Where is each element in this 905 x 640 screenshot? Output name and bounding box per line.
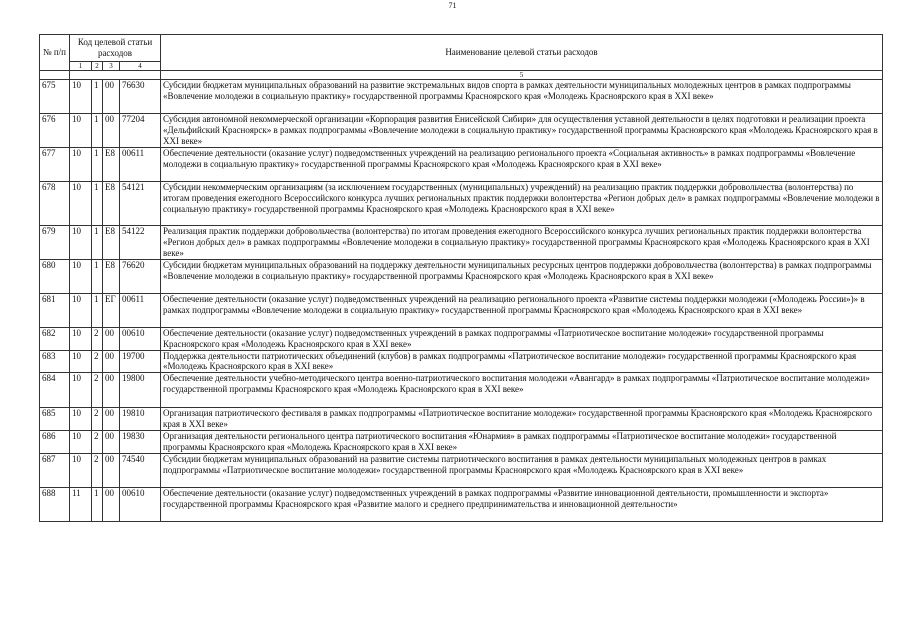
code-part-3: 00 xyxy=(103,454,120,488)
item-name: Субсидии бюджетам муниципальных образований на поддержку деятельности муниципальных ресурсных центров поддержки добровольчества (волонтерства) в рамках подпрограммы «Вовлечение молодежи в социальную практику» государственной программы Красноярского края «Молодежь Красноярского края в XXI веке» xyxy=(161,260,883,294)
code-part-2: 2 xyxy=(92,373,103,408)
code-part-3: 00 xyxy=(103,328,120,351)
item-name: Субсидия автономной некоммерческой организации «Корпорация развития Енисейской Сибири» для осуществления уставной деятельности в целях подготовки и реализации проекта «Дельфийский Красноярск» в рамках подпрограммы «Вовлечение молодежи в социальную практику» государственной программы Красноярского края «Молодежь Красноярского края в XXI веке» xyxy=(161,114,883,148)
header-num: № п/п xyxy=(40,35,70,71)
code-part-1: 10 xyxy=(70,431,92,454)
code-part-4: 00611 xyxy=(120,148,161,182)
header-index-3: 3 xyxy=(103,62,120,71)
row-number: 680 xyxy=(40,260,70,294)
table-row xyxy=(40,408,883,431)
table-row xyxy=(40,114,883,148)
table-row xyxy=(40,260,883,294)
code-part-4: 76620 xyxy=(120,260,161,294)
header-row xyxy=(40,35,883,62)
header-index-blank xyxy=(40,71,70,80)
code-part-1: 10 xyxy=(70,260,92,294)
code-part-2: 1 xyxy=(92,294,103,328)
code-part-1: 10 xyxy=(70,182,92,226)
table-row xyxy=(40,226,883,260)
header-code: Код целевой статьи расходов xyxy=(70,35,161,62)
code-part-1: 10 xyxy=(70,350,92,373)
code-part-3: 00 xyxy=(103,80,120,114)
code-part-3: E8 xyxy=(103,260,120,294)
code-part-2: 1 xyxy=(92,488,103,522)
row-number: 687 xyxy=(40,454,70,488)
item-name: Обеспечение деятельности (оказание услуг) подведомственных учреждений на реализацию регионального проекта «Развитие системы поддержки молодежи («Молодежь России»)» в рамках подпрограммы «Вовлечение молодежи в социальную практику» государственной программы Красноярского края «Молодежь Красноярского края в XXI веке» xyxy=(161,294,883,328)
item-name: Субсидии бюджетам муниципальных образований на развитие системы патриотического воспитания в рамках деятельности муниципальных молодежных центров в рамках подпрограммы «Патриотическое воспитание молодежи» государственной программы Красноярского края «Молодежь Красноярского края в XXI веке» xyxy=(161,454,883,488)
header-index-5: 5 xyxy=(161,71,883,80)
code-part-1: 10 xyxy=(70,328,92,351)
table-row xyxy=(40,488,883,522)
row-number: 685 xyxy=(40,408,70,431)
code-part-1: 10 xyxy=(70,226,92,260)
item-name: Обеспечение деятельности (оказание услуг) подведомственных учреждений в рамках подпрограммы «Развитие инновационной деятельности, промышленности и экспорта» государственной программы Красноярского края «Развитие малого и среднего предпринимательства и инновационной деятельности» xyxy=(161,488,883,522)
code-part-4: 54121 xyxy=(120,182,161,226)
row-number: 682 xyxy=(40,328,70,351)
code-part-1: 10 xyxy=(70,373,92,408)
item-name: Поддержка деятельности патриотических объединений (клубов) в рамках подпрограммы «Патриотическое воспитание молодежи» государственной программы Красноярского края «Молодежь Красноярского края в XXI веке» xyxy=(161,350,883,373)
header-name: Наименование целевой статьи расходов xyxy=(161,35,883,71)
table-row xyxy=(40,182,883,226)
table-row xyxy=(40,148,883,182)
row-number: 678 xyxy=(40,182,70,226)
row-number: 677 xyxy=(40,148,70,182)
code-part-3: 00 xyxy=(103,373,120,408)
code-part-4: 19810 xyxy=(120,408,161,431)
page-number: 71 xyxy=(448,1,457,10)
code-part-2: 1 xyxy=(92,80,103,114)
code-part-2: 2 xyxy=(92,328,103,351)
code-part-3: E8 xyxy=(103,226,120,260)
table-row xyxy=(40,431,883,454)
code-part-2: 2 xyxy=(92,431,103,454)
header-index-1: 1 xyxy=(70,62,92,71)
table-row xyxy=(40,373,883,408)
table-body xyxy=(40,80,883,522)
code-part-3: E8 xyxy=(103,182,120,226)
code-part-2: 2 xyxy=(92,454,103,488)
code-part-4: 19830 xyxy=(120,431,161,454)
target-items-table xyxy=(39,34,883,522)
row-number: 676 xyxy=(40,114,70,148)
code-part-3: EГ xyxy=(103,294,120,328)
item-name: Обеспечение деятельности (оказание услуг) подведомственных учреждений в рамках подпрограммы «Патриотическое воспитание молодежи» государственной программы Красноярского края «Молодежь Красноярского края в XXI веке» xyxy=(161,328,883,351)
row-number: 679 xyxy=(40,226,70,260)
item-name: Организация патриотического фестиваля в рамках подпрограммы «Патриотическое воспитание молодежи» государственной программы Красноярского края «Молодежь Красноярского края в XXI веке» xyxy=(161,408,883,431)
header-index-2: 2 xyxy=(92,62,103,71)
code-part-2: 1 xyxy=(92,114,103,148)
item-name: Организация деятельности регионального центра патриотического воспитания «Юнармия» в рамках подпрограммы «Патриотическое воспитание молодежи» государственной программы Красноярского края «Молодежь Красноярского края в XXI веке» xyxy=(161,431,883,454)
table-row xyxy=(40,350,883,373)
table-row xyxy=(40,294,883,328)
header-index-blank-code xyxy=(70,71,161,80)
row-number: 681 xyxy=(40,294,70,328)
code-part-3: 00 xyxy=(103,350,120,373)
code-part-2: 2 xyxy=(92,408,103,431)
code-part-2: 1 xyxy=(92,226,103,260)
row-number: 684 xyxy=(40,373,70,408)
table-row xyxy=(40,454,883,488)
code-part-4: 00610 xyxy=(120,328,161,351)
code-part-4: 77204 xyxy=(120,114,161,148)
code-part-3: E8 xyxy=(103,148,120,182)
code-part-2: 2 xyxy=(92,350,103,373)
table-row xyxy=(40,328,883,351)
code-part-1: 10 xyxy=(70,80,92,114)
code-part-3: 00 xyxy=(103,488,120,522)
code-part-4: 76630 xyxy=(120,80,161,114)
row-number: 675 xyxy=(40,80,70,114)
code-part-4: 74540 xyxy=(120,454,161,488)
item-name: Субсидии некоммерческим организациям (за исключением государственных (муниципальных) учреждений) на реализацию практик поддержки добровольчества (волонтерства) по итогам проведения ежегодного Всероссийского конкурса лучших региональных практик поддержки волонтерства «Регион добрых дел» в рамках подпрограммы «Вовлечение молодежи в социальную практику» государственной программы Красноярского края «Молодежь Красноярского края в XXI веке» xyxy=(161,182,883,226)
item-name: Обеспечение деятельности учебно-методического центра военно-патриотического воспитания молодежи «Авангард» в рамках подпрограммы «Патриотическое воспитание молодежи» государственной программы Красноярского края «Молодежь Красноярского края в XXI веке» xyxy=(161,373,883,408)
item-name: Реализация практик поддержки добровольчества (волонтерства) по итогам проведения ежегодного Всероссийского конкурса лучших региональных практик поддержки волонтерства «Регион добрых дел» в рамках подпрограммы «Вовлечение молодежи в социальную практику» государственной программы Красноярского края «Молодежь Красноярского края в XXI веке» xyxy=(161,226,883,260)
row-number: 683 xyxy=(40,350,70,373)
code-part-1: 10 xyxy=(70,294,92,328)
code-part-3: 00 xyxy=(103,114,120,148)
code-part-2: 1 xyxy=(92,182,103,226)
header-index-name-row xyxy=(40,71,883,80)
code-part-1: 10 xyxy=(70,114,92,148)
code-part-3: 00 xyxy=(103,408,120,431)
code-part-1: 10 xyxy=(70,148,92,182)
row-number: 686 xyxy=(40,431,70,454)
code-part-4: 19700 xyxy=(120,350,161,373)
row-number: 688 xyxy=(40,488,70,522)
code-part-1: 10 xyxy=(70,408,92,431)
code-part-4: 00610 xyxy=(120,488,161,522)
item-name: Субсидии бюджетам муниципальных образований на развитие экстремальных видов спорта в рамках деятельности муниципальных молодежных центров в рамках подпрограммы «Вовлечение молодежи в социальную практику» государственной программы Красноярского края «Молодежь Красноярского края в XXI веке» xyxy=(161,80,883,114)
item-name: Обеспечение деятельности (оказание услуг) подведомственных учреждений на реализацию регионального проекта «Социальная активность» в рамках подпрограммы «Вовлечение молодежи в социальную практику» государственной программы Красноярского края «Молодежь Красноярского края в XXI веке» xyxy=(161,148,883,182)
code-part-2: 1 xyxy=(92,260,103,294)
code-part-2: 1 xyxy=(92,148,103,182)
header-index-4: 4 xyxy=(120,62,161,71)
table-row xyxy=(40,80,883,114)
code-part-1: 11 xyxy=(70,488,92,522)
code-part-1: 10 xyxy=(70,454,92,488)
code-part-4: 00611 xyxy=(120,294,161,328)
code-part-3: 00 xyxy=(103,431,120,454)
code-part-4: 19800 xyxy=(120,373,161,408)
code-part-4: 54122 xyxy=(120,226,161,260)
